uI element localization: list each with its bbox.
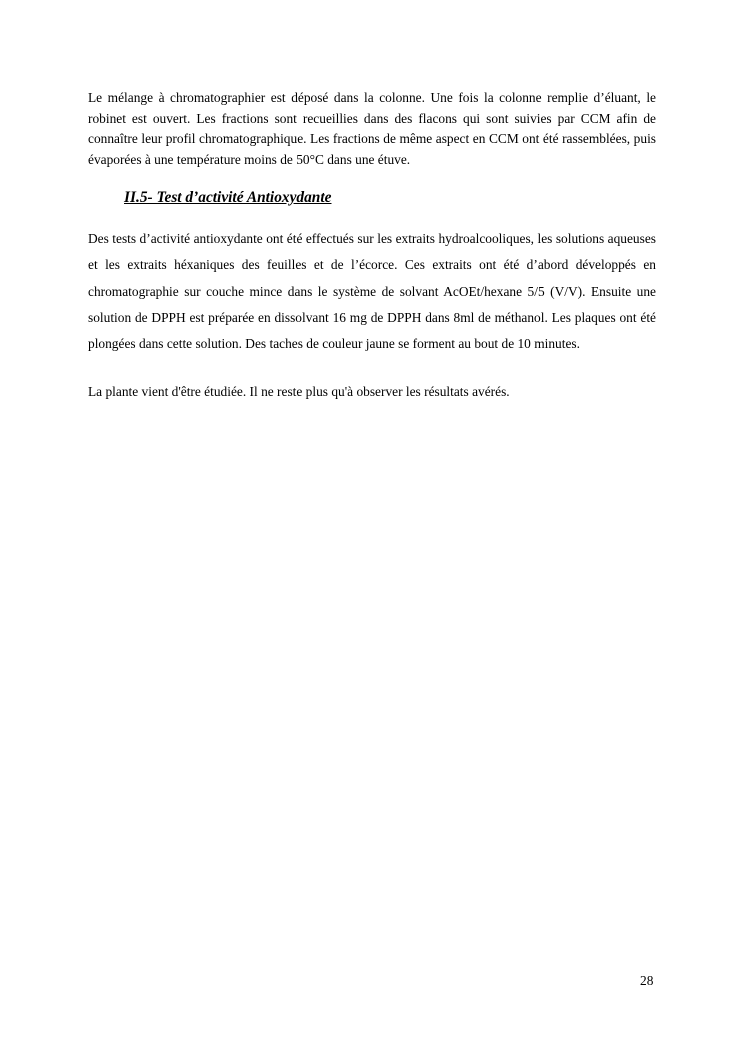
paragraph-conclusion: La plante vient d'être étudiée. Il ne reste plus qu'à observer les résultats avérés. (88, 384, 510, 399)
page-number: 28 (640, 973, 654, 988)
paragraph-column-chromatography: Le mélange à chromatographier est déposé dans la colonne. Une fois la colonne remplie d’éluant, le robinet est ouvert. Les fractions sont recueillies dans des flacons qui sont suivies par CCM afin de connaître leur profil chromatographique. Les fractions de même aspect en CCM ont été rassemblées, puis évaporées à une température moins de 50°C dans une étuve. (88, 90, 656, 167)
paragraph-antioxidant-test: Des tests d’activité antioxydante ont été effectués sur les extraits hydroalcooliques, les solutions aqueuses et les extraits héxaniques des feuilles et de l’écorce. Ces extraits ont été d’abord développés en chromatographie sur couche mince dans le système de solvant AcOEt/hexane 5/5 (V/V). Ensuite une solution de DPPH est préparée en dissolvant 16 mg de DPPH dans 8ml de méthanol. Les plaques ont été plongées dans cette solution. Des taches de couleur jaune se forment au bout de 10 minutes. (88, 231, 656, 352)
section-heading: II.5- Test d’activité Antioxydante (124, 189, 332, 206)
